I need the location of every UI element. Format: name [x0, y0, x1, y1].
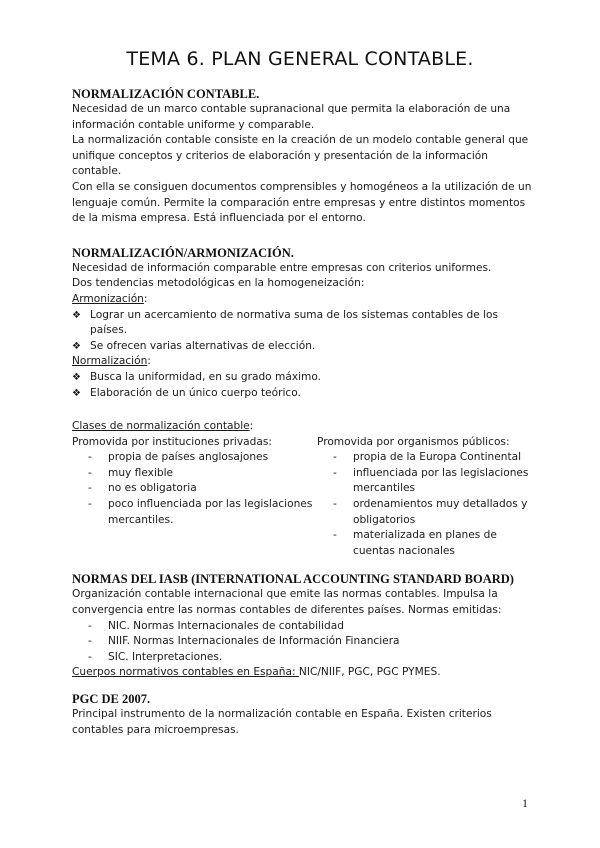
list-item-text: SIC. Interpretaciones.	[108, 650, 223, 663]
armonizacion-label-text: Armonización	[72, 292, 144, 305]
dash-bullet: -	[88, 451, 92, 464]
list-item-text: NIC. Normas Internacionales de contabilidad	[108, 619, 344, 632]
section-heading: NORMALIZACIÓN/ARMONIZACIÓN.	[72, 245, 294, 260]
document-content	[72, 86, 532, 738]
paragraph-line: contable.	[72, 165, 122, 178]
list-item	[72, 497, 317, 528]
paragraph-line: de la misma empresa. Está influenciada por el entorno.	[72, 212, 366, 225]
list-item	[72, 450, 317, 466]
list-item-text: materializada en planes de cuentas nacionales	[353, 529, 497, 557]
spacer-line	[317, 419, 532, 435]
paragraph-line: Con ella se consiguen documentos comprensibles y homogéneos a la utilización de un	[72, 180, 532, 193]
diamond-bullet-icon: ❖	[72, 309, 81, 321]
list-item-text: Se ofrecen varias alternativas de elección.	[90, 339, 316, 352]
list-item-text: Elaboración de un único cuerpo teórico.	[90, 386, 301, 399]
paragraph-line: Necesidad de un marco contable supranacional que permita la elaboración de una	[72, 103, 511, 115]
list-item-text: Lograr un acercamiento de normativa suma de los sistemas contables de los países.	[90, 308, 499, 337]
paragraph-line: unifique conceptos y criterios de elaboración y presentación de la información	[72, 149, 488, 162]
list-item	[72, 481, 317, 497]
paragraph-line: La normalización contable consiste en la creación de un modelo contable general que	[72, 134, 529, 147]
section-normalizacion-contable	[72, 86, 532, 227]
paragraph-line: lenguaje común. Permite la comparación entre empresas y entre distintos momentos	[72, 196, 526, 209]
list-item-text: NIIF. Normas Internacionales de Información Financiera	[108, 635, 400, 648]
list-item	[72, 308, 532, 339]
list-item	[72, 650, 532, 666]
paragraph-line: contables para microempresas.	[72, 723, 239, 736]
section-heading: NORMAS DEL IASB (INTERNATIONAL ACCOUNTING STANDARD BOARD)	[72, 572, 514, 587]
dash-bullet: -	[88, 482, 92, 495]
section-normas-iasb	[72, 571, 532, 681]
list-item	[72, 339, 532, 355]
list-item	[317, 528, 532, 559]
column-heading: Promovida por instituciones privadas:	[72, 435, 272, 448]
list-item	[72, 634, 532, 650]
dash-bullet: -	[88, 466, 92, 479]
list-item-text: no es obligatoria	[108, 482, 197, 495]
list-item-text: muy flexible	[108, 466, 174, 479]
page-number: 1	[522, 796, 528, 810]
armonizacion-label	[72, 292, 532, 308]
list-item	[317, 450, 532, 466]
list-item-text: ordenamientos muy detallados y obligatorios	[353, 498, 528, 526]
colon: :	[147, 355, 151, 368]
list-item-text: propia de la Europa Continental	[353, 451, 522, 464]
page-title: TEMA 6. PLAN GENERAL CONTABLE.	[126, 48, 474, 70]
privadas-list	[72, 450, 317, 528]
paragraph-line: información contable uniforme y comparable.	[72, 118, 315, 131]
paragraph-line: Necesidad de información comparable entre empresas con criterios uniformes.	[72, 261, 492, 274]
colon: :	[143, 292, 148, 305]
list-item	[317, 497, 532, 528]
list-item-text: Busca la uniformidad, en su grado máximo.	[90, 370, 322, 383]
dash-bullet: -	[333, 529, 337, 542]
list-item	[72, 619, 532, 635]
cuerpos-normativos	[72, 665, 532, 681]
normalizacion-label	[72, 354, 532, 370]
paragraph-line: Organización contable internacional que emite las normas contables. Impulsa la	[72, 588, 498, 601]
list-item	[317, 466, 532, 497]
normalizacion-label-text: Normalización	[72, 355, 148, 368]
dash-bullet: -	[333, 451, 337, 464]
publicos-list	[317, 450, 532, 559]
clases-columns	[72, 419, 532, 559]
cuerpos-value: NIC/NIIF, PGC, PGC PYMES.	[298, 666, 441, 679]
clases-label-text: Clases de normalización contable	[72, 420, 250, 433]
diamond-bullet-icon: ❖	[72, 387, 81, 399]
diamond-bullet-icon: ❖	[72, 340, 81, 352]
paragraph-line: Principal instrumento de la normalización contable en España. Existen criterios	[72, 708, 492, 720]
list-item-text: propia de países anglosajones	[108, 451, 269, 464]
dash-bullet: -	[333, 498, 337, 511]
clases-label	[72, 419, 317, 435]
clases-left-column	[72, 419, 317, 559]
paragraph-line: Dos tendencias metodológicas en la homogeneización:	[72, 277, 365, 290]
diamond-bullet-icon: ❖	[72, 371, 81, 383]
cuerpos-label: Cuerpos normativos contables en España:	[72, 666, 299, 679]
column-heading: Promovida por organismos públicos:	[317, 435, 510, 448]
clases-right-column	[317, 419, 532, 559]
section-heading: PGC DE 2007.	[72, 692, 151, 706]
dash-bullet: -	[88, 650, 92, 663]
list-item	[72, 466, 317, 482]
dash-bullet: -	[88, 498, 92, 511]
list-item	[72, 386, 532, 402]
dash-bullet: -	[333, 466, 337, 479]
armonizacion-list	[72, 308, 532, 355]
normas-list	[72, 619, 532, 666]
paragraph-line: convergencia entre las normas contables de diferentes países. Normas emitidas:	[72, 604, 502, 617]
dash-bullet: -	[88, 619, 92, 632]
normalizacion-list	[72, 370, 532, 401]
section-normalizacion-armonizacion	[72, 245, 532, 560]
colon: :	[249, 420, 254, 433]
section-pgc-2007	[72, 691, 532, 738]
section-heading: NORMALIZACIÓN CONTABLE.	[72, 87, 260, 101]
list-item	[72, 370, 532, 386]
list-item-text: influenciada por las legislaciones mercantiles	[353, 466, 529, 495]
list-item-text: poco influenciada por las legislaciones mercantiles.	[108, 498, 313, 526]
dash-bullet: -	[88, 635, 92, 648]
